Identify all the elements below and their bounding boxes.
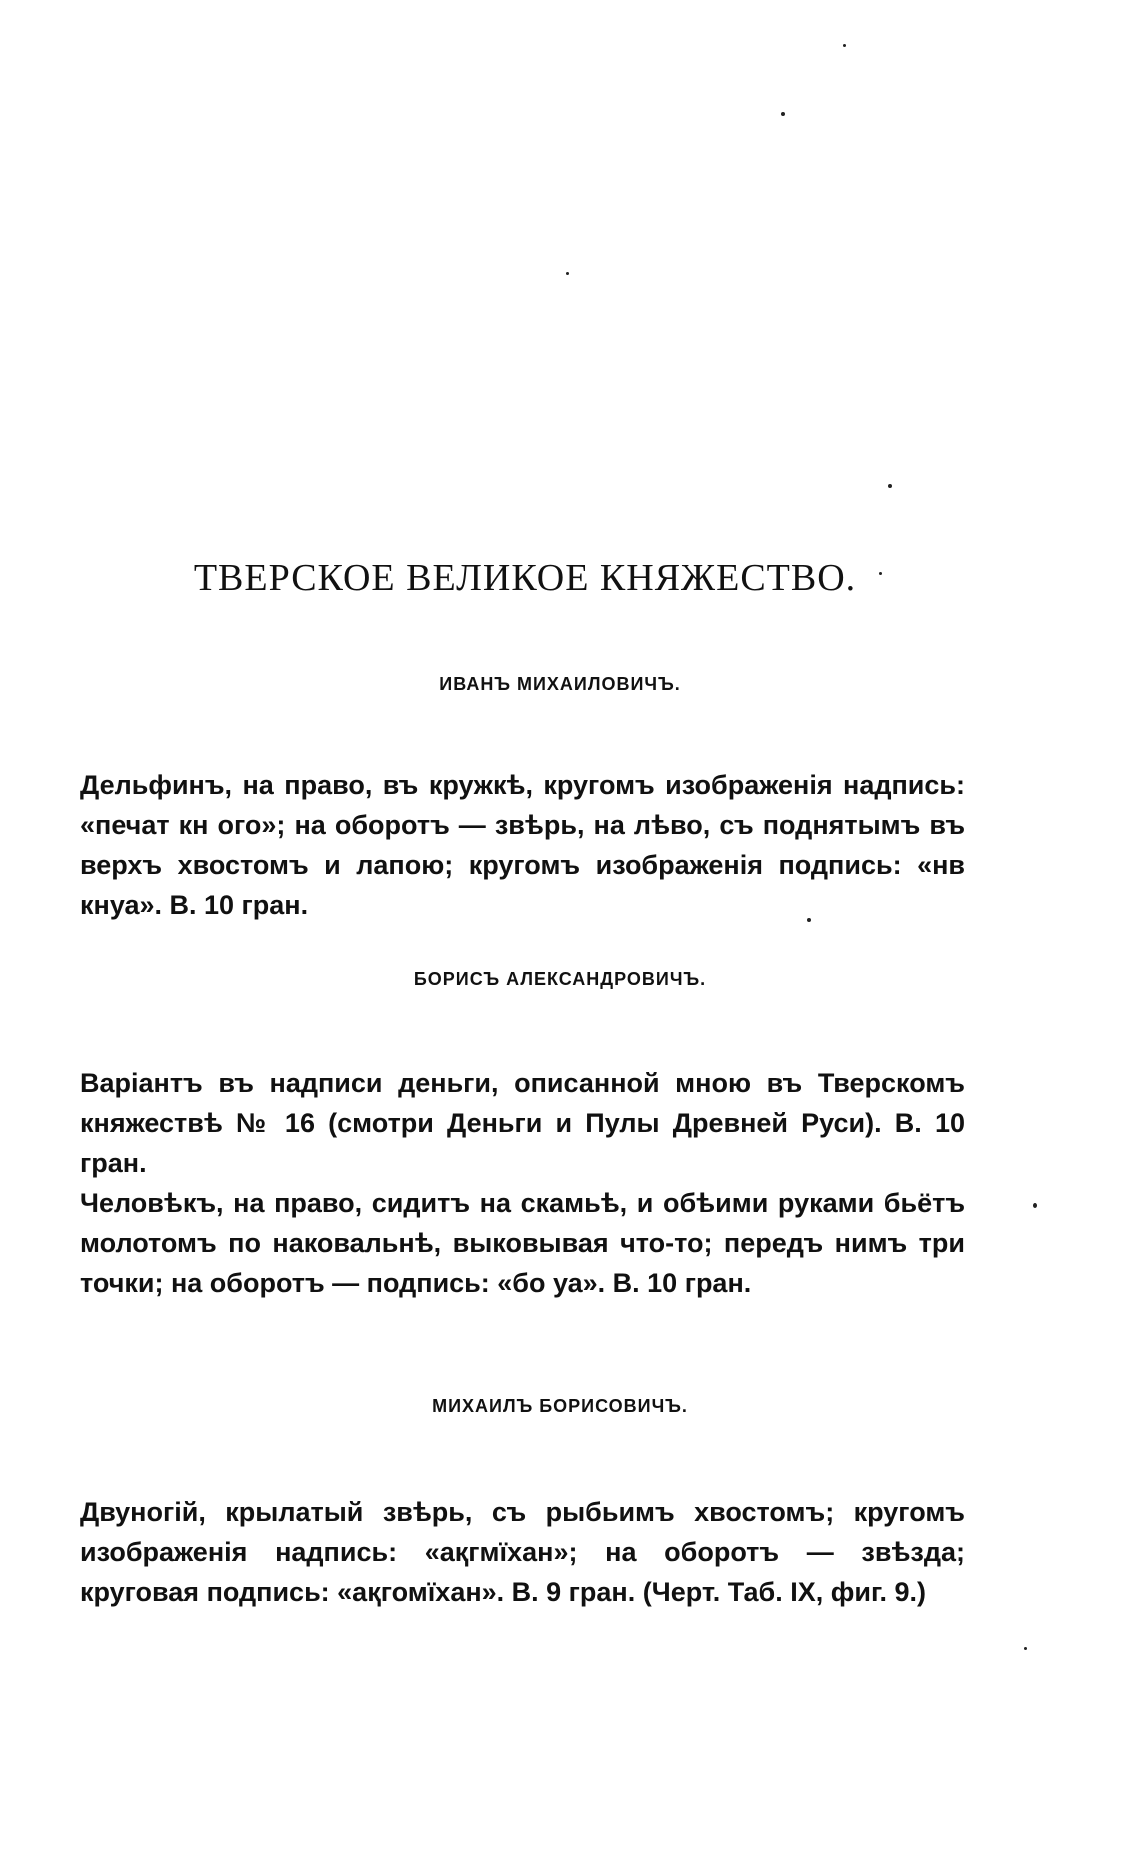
section-body-mikhail bbox=[80, 1492, 965, 1612]
scan-speck bbox=[843, 44, 846, 47]
page-title: ТВЕРСКОЕ ВЕЛИКОЕ КНЯЖЕСТВО. bbox=[193, 557, 857, 599]
paragraph: Человѣкъ, на право, сидитъ на скамьѣ, и обѣими руками бьётъ молотомъ по наковальнѣ, выковывая что-то; передъ нимъ три точки; на оборотъ — подпись: «бо уа». В. 10 гран. bbox=[80, 1188, 965, 1298]
section-body-ivan bbox=[80, 765, 965, 925]
section-heading-boris: БОРИСЪ АЛЕКСАНДРОВИЧЪ. bbox=[413, 969, 707, 989]
section-body-boris bbox=[80, 1063, 965, 1183]
paragraph: Варіантъ въ надписи деньги, описанной мною въ Тверскомъ княжествѣ № 16 (смотри Деньги и Пулы Древней Руси). В. 10 гран. bbox=[80, 1068, 965, 1178]
paragraph: Двуногій, крылатый звѣрь, съ рыбьимъ хвостомъ; кругомъ изображенія надпись: «ақгмїхан»; на оборотъ — звѣзда; круговая подпись: «ақгомїхан». В. 9 гран. (Черт. Таб. IX, фиг. 9.) bbox=[80, 1497, 965, 1607]
paragraph: Дельфинъ, на право, въ кружкѣ, кругомъ изображенія надпись: «печат кн ого»; на оборотъ — звѣрь, на лѣво, съ поднятымъ въ верхъ хвостомъ и лапою; кругомъ изображенія подпись: «нв кнуа». В. 10 гран. bbox=[80, 770, 965, 920]
scan-speck bbox=[1033, 1203, 1037, 1208]
scan-speck bbox=[888, 484, 892, 488]
section-body-boris-2 bbox=[80, 1183, 965, 1303]
section-heading-mikhail: МИХАИЛЪ БОРИСОВИЧЪ. bbox=[432, 1396, 688, 1416]
scan-speck bbox=[566, 272, 569, 275]
section-heading-ivan: ИВАНЪ МИХАИЛОВИЧЪ. bbox=[439, 674, 681, 694]
scan-speck bbox=[1024, 1647, 1027, 1650]
scan-speck bbox=[781, 112, 785, 116]
